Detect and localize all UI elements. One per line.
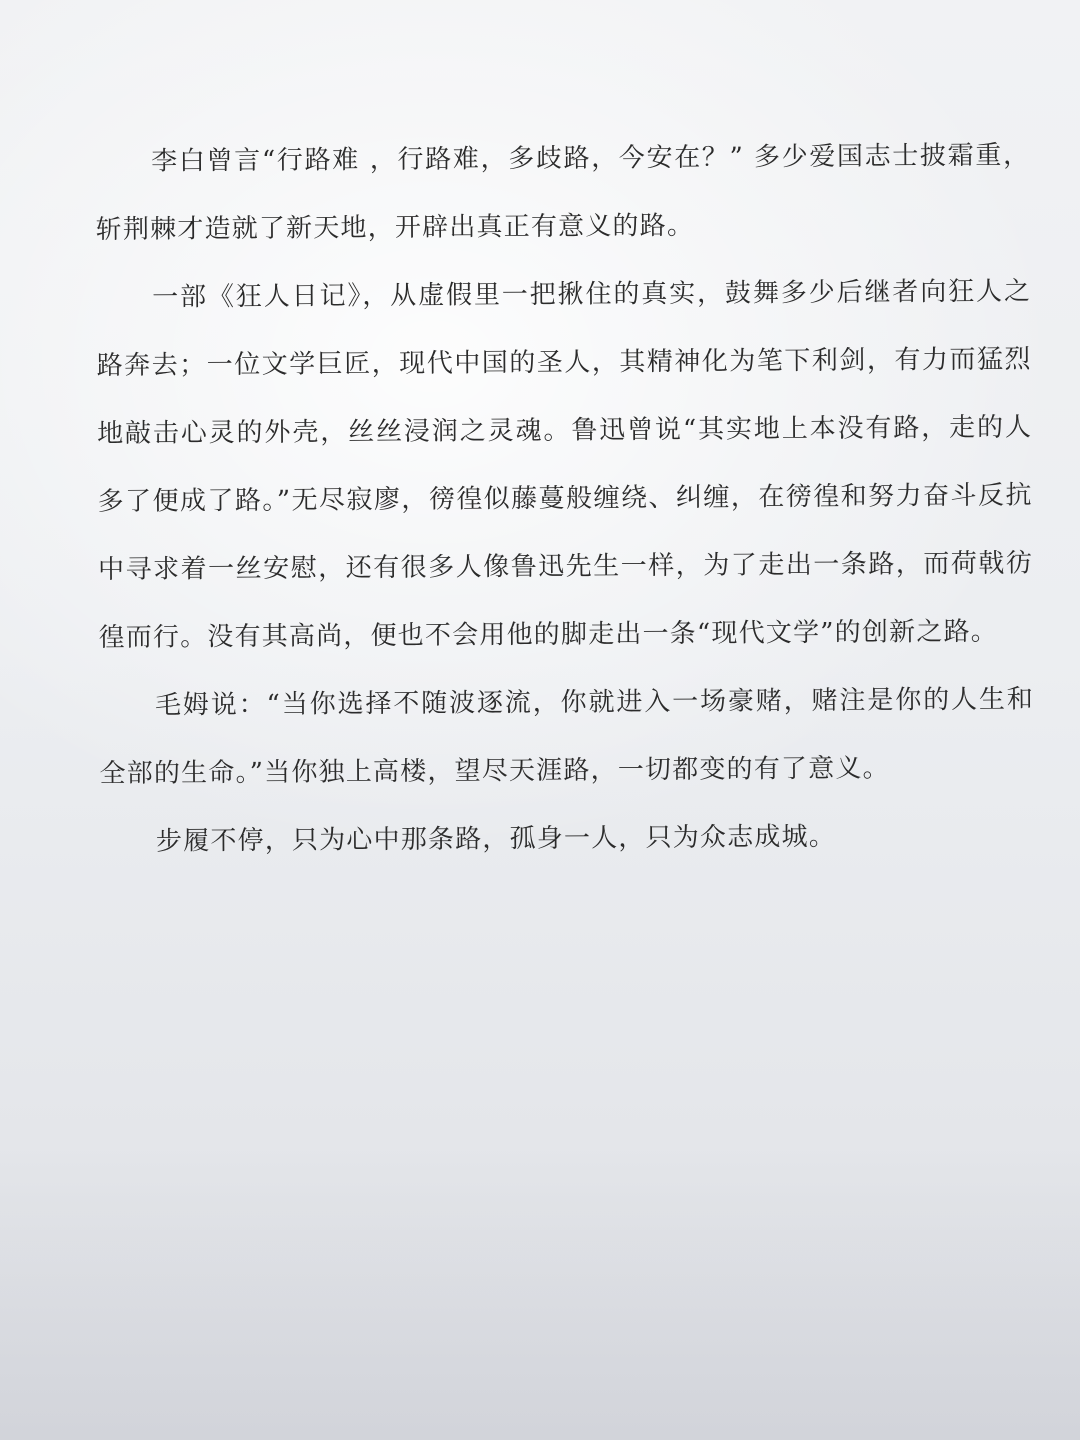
essay-body xyxy=(95,121,1035,876)
photo-shadow xyxy=(0,1140,1080,1440)
paragraph-2: 一部《狂人日记》，从虚假里一把揪住的真实，鼓舞多少后继者向狂人之路奔去；一位文学巨匠，现代中国的圣人，其精神化为笔下利剑，有力而猛烈地敲击心灵的外壳，丝丝浸润之灵魂。鲁迅曾说“其实地上本没有路，走的人多了便成了路。”无尽寂廖，徬徨似藤蔓般缠绕、纠缠，在徬徨和努力奋斗反抗中寻求着一丝安慰，还有很多人像鲁迅先生一样，为了走出一条路，而荷戟彷徨而行。没有其高尚，便也不会用他的脚走出一条“现代文学”的创新之路。 xyxy=(96,276,1034,653)
paragraph-1: 李白曾言“行路难 ，行路难，多歧路，今安在？” 多少爱国志士披霜重，斩荆棘才造就了新天地，开辟出真正有意义的路。 xyxy=(95,140,1031,245)
paragraph-4: 步履不停，只为心中那条路，孤身一人，只为众志成城。 xyxy=(155,821,837,857)
paragraph-3: 毛姆说：“当你选择不随波逐流，你就进入一场豪赌，赌注是你的人生和全部的生命。”当你独上高楼，望尽天涯路，一切都变的有了意义。 xyxy=(99,684,1035,789)
